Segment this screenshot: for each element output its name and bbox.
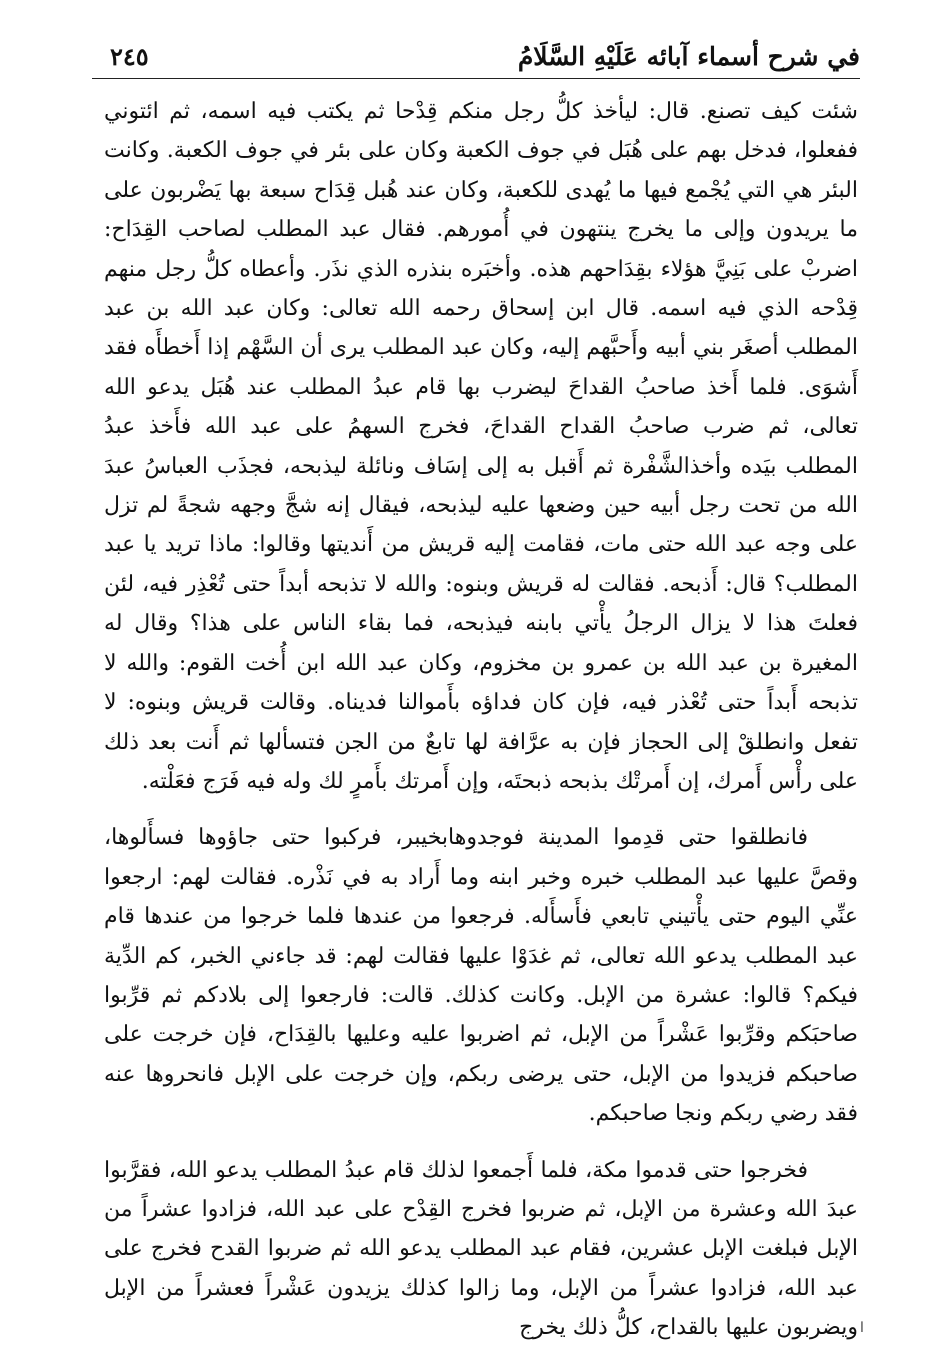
running-header: [92, 38, 860, 79]
paragraph-3: فخرجوا حتى قدموا مكة، فلما أَجمعوا لذلك قام عبدُ المطلب يدعو الله، فقرَّبوا عبدَ الله وعشرة من الإبل، ثم ضربوا فخرج القِدْح على عبد الله، فزادوا عشراً من الإبل فبلغت الإبل عشرين، فقام عبد المطلب يدعو الله ثم ضربوا القدح فخرج على عبد الله، فزادوا عشراً من الإبل، وما زالوا كذلك يزيدون عَشْراً فعشراً من الإبل ويضربون عليها بالقداح، كلُّ ذلك يخرج: [104, 1157, 858, 1341]
body-text: [104, 92, 858, 1341]
margin-mark: ا: [860, 1320, 864, 1336]
header-title: في شرح أسماء آبائه عَلَيْهِ السَّلَامُ: [517, 42, 860, 71]
page-number: ٢٤٥: [110, 42, 149, 71]
paragraph-1: شئت كيف تصنع. قال: ليأخذ كلُّ رجل منكم قِدْحا ثم يكتب فيه اسمه، ثم ائتوني ففعلوا، فدخل بهم على هُبَل في جوف الكعبة وكان على بئر في جوف الكعبة. وكانت البئر هي التي يُجْمع فيها ما يُهدى للكعبة، وكان عند هُبل قِدَاح سبعة بها يَضْربون على ما يريدون وإلى ما يخرج ينتهون في أُمورهم. فقال عبد المطلب لصاحب القِدَاح: اضربْ على بَنِيَّ هؤلاء بقِدَاحهم هذه. وأخبَره بنذره الذي نذَر. وأعطاه كلُّ رجل منهم قِدْحه الذي فيه اسمه. قال ابن إسحاق رحمه الله تعالى: وكان عبد الله بن عبد المطلب أصغَر بني أبيه وأَحبَّهم إليه، وكان عبد المطلب يرى أن السَّهْم إذا أَخطأَه فقد أَشوَى. فلما أَخذ صاحبُ القداحَ ليضرب بها قام عبدُ المطلب عند هُبَل يدعو الله تعالى، ثم ضرب صاحبُ القداح القداحَ، فخرج السهمُ على عبد الله فأَخذ عبدُ المطلب بيَده وأخذالشَّفْرة ثم أَقبل به إلى إسَاف ونائلة ليذبحه، فجذَب العباسُ عبدَ الله من تحت رجل أبيه حين وضعها عليه ليذبحه، فيقال إنه شجَّ وجهه شجةً لم تزل على وجه عبد الله حتى مات، فقامت إليه قريش من أَنديتها وقالوا: ماذا تريد يا عبد المطلب؟ قال: أَذبحه. فقالت له قريش وبنوه: والله لا تذبحه أبداً حتى تُعْذِر فيه، لئن فعلتَ هذا لا يزال الرجلُ يأْتي بابنه فيذبحه، فما بقاء الناس على هذا؟ وقال له المغيرة بن عبد الله بن عمرو بن مخزوم، وكان عبد الله ابن أُخت القوم: والله لا تذبحه أَبداً حتى تُعْذر فيه، فإن كان فداؤه بأَموالنا فديناه. وقالت قريش وبنوه: لا تفعل وانطلقْ إلى الحجاز فإن به عرَّافة لها تابعٌ من الجن فتسألها ثم أَنت بعد ذلك على رأْس أَمرك، إن أَمرتْك بذبحه ذبحتَه، وإن أَمرتك بأَمرٍ لك وله فيه فَرَج فعَلْته.: [104, 99, 858, 794]
paragraph-2: فانطلقوا حتى قدِموا المدينة فوجدوهابخيبر، فركبوا حتى جاؤوها فسأَلوها، وقصَّ عليها عبد المطلب خبره وخبر ابنه وما أَراد به في نَذْره. فقالت لهم: ارجعوا عنِّي اليوم حتى يأْتيني تابعي فأَسأَله. فرجعوا من عندها فلما خرجوا من عندها قام عبد المطلب يدعو الله تعالى، ثم غدَوْا عليها فقالت لهم: قد جاءني الخبر، كم الدِّية فيكم؟ قالوا: عشرة من الإبل. وكانت كذلك. قالت: فارجعوا إلى بلادكم ثم قرِّبوا صاحبَكم وقرِّبوا عَشْراً من الإبل، ثم اضربوا عليه وعليها بالقِدَاح، فإن خرجت على صاحبكم فزيدوا من الإبل، حتى يرضى ربكم، وإن خرجت على الإبل فانحروها عنه فقد رضي ربكم ونجا صاحبكم.: [104, 825, 858, 1127]
